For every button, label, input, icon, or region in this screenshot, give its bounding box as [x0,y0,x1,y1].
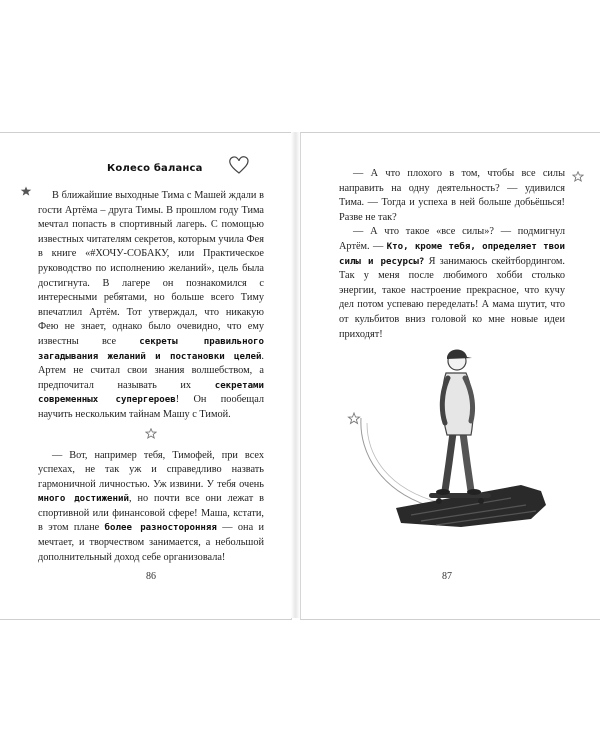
highlight-phrase: секретами современных супергероев [38,380,264,406]
paragraph: — А что плохого в том, чтобы все силы направить на одну деятельность? — удивился Тима. — Тогда и успеха в ней больше добьёшься! Разве не так? [339,168,565,223]
skateboard-wheel [478,498,484,504]
figure-leg [445,433,453,491]
left-page-text [38,189,264,565]
highlight-phrase: много достижений [38,494,129,505]
star-icon [20,186,32,196]
figure-leg [463,433,471,491]
book-gutter [291,132,300,618]
figure-shoe [467,489,481,495]
paragraph: В ближайшие выходные Тима с Машей ждали в гости Артёма – друга Тимы. В прошлом году Тима мечтал попасть в спортивный лагерь. С помощью известных читателям секретов, которым учила Фея в книге «#ХОЧУ-СОБАКУ, или Практическое руководство по исполнению желаний», цель была достигнута. В лагере он познакомился с интересными ребятами, но больше всего Тиму впечатлил Артём. Тот утверждал, что никакую Фею не знает, однако было очевидно, что ему известны все секреты правильного загадывания желаний и постановки целей. Артем не считал свои знания волшебством, а предпочитал называть их секретами современных супергероев! Он пообещал научить нескольким тайнам Машу с Тимой. [38,190,264,420]
right-page [300,132,600,620]
highlight-phrase: секреты правильного загадывания желаний и постановки целей [38,336,264,362]
page-number: 86 [146,571,156,582]
chapter-title: Колесо баланса [107,163,203,174]
paragraph: — Вот, например тебя, Тимофей, при всех успехах, не так уж и справедливо назвать гармоничной личностью. Уж извини. У тебя очень много достижений, но почти все они лежат в спортивной или финансовой сфере! Маша, кстати, в этом плане более разносторонняя — она и мечтает, и творчеством занимается, а небольшой дополнительный доход себе организовала! [38,449,265,563]
right-page-text [339,167,565,342]
motion-line [361,418,436,508]
star-outline-icon [349,413,360,424]
highlight-phrase: более разносторонняя [104,523,217,534]
star-outline-icon [572,171,584,182]
left-page [0,132,292,620]
skateboard-wheel [436,498,442,504]
paragraph: — А что такое «все силы»? — подмигнул Артём. — Кто, кроме тебя, определяет твои силы и ресурсы? Я занимаюсь скейтбордингом. Так у меня после любимого хобби столько энергии, такое настроение прекрасное, что кучу дел потом успеваю переделать! А мама шутит, что от кульбитов вниз головой ко мне новые идеи приходят! [339,226,566,340]
motion-line [367,423,441,503]
heart-icon [228,155,250,175]
page-number: 87 [442,571,452,582]
star-outline-icon [145,428,157,439]
skateboarder-illustration [341,333,556,533]
book-spread [0,132,600,618]
highlight-phrase: Кто, кроме тебя, определяет твои силы и ресурсы? [339,241,566,267]
figure-shoe [436,489,450,495]
figure-cap [447,350,472,360]
